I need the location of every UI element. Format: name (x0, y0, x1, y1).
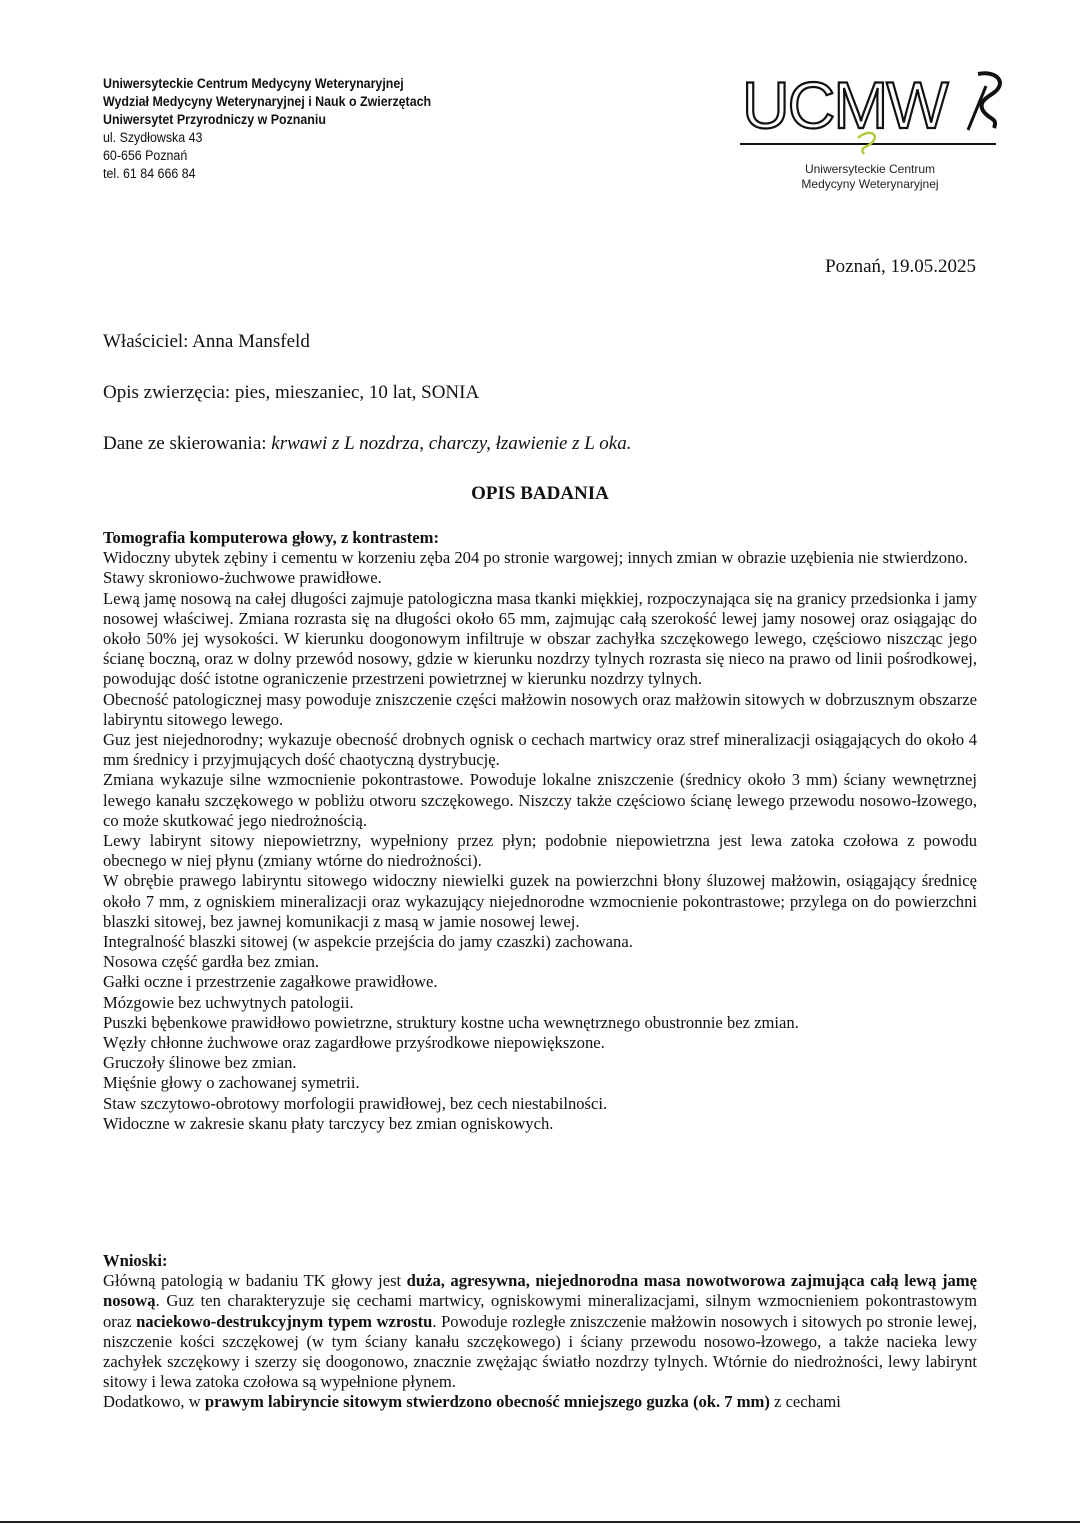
exam-heading: Tomografia komputerowa głowy, z kontrastem: (103, 528, 440, 547)
phone-number: tel. 61 84 666 84 (103, 166, 196, 181)
conclusions-text: Dodatkowo, w (103, 1392, 205, 1412)
referral-value: krwawi z L nozdrza, charczy, łzawienie z L oka. (271, 433, 632, 454)
animal-value: pies, mieszaniec, 10 lat, SONIA (234, 382, 480, 403)
caduceus-icon (968, 73, 1000, 130)
exam-paragraph: Lewy labirynt sitowy niepowietrzny, wypełniony przez płyn; podobnie niepowietrzna jest lewa zatoka czołowa z powodu obecnego w niej płynu (zmiany wtórne do niedrożności). (103, 831, 977, 871)
conclusions-paragraph (103, 1271, 977, 1392)
conclusions-text: z cechami (769, 1392, 841, 1412)
street-address: ul. Szydłowska 43 (103, 130, 203, 145)
exam-paragraph: Widoczny ubytek zębiny i cementu w korzeniu zęba 204 po stronie wargowej; innych zmian w obrazie uzębienia nie stwierdzono. (103, 548, 968, 568)
faculty-name: Wydział Medycyny Weterynaryjnej i Nauk o Zwierzętach (103, 94, 432, 109)
logo-caption-line2: Medycyny Weterynaryjnej (801, 177, 939, 191)
document-date: Poznań, 19.05.2025 (825, 256, 976, 277)
owner-value: Anna Mansfeld (192, 331, 310, 352)
exam-paragraph: W obrębie prawego labiryntu sitowego widoczny niewielki guzek na powierzchni błony śluzowej małżowin, osiągający średnicę około 7 mm, z ogniskiem mineralizacji oraz wykazujący niejednorodne wzmocnienie pokontrastowe; przylega on do powierzchni blaszki sitowej, bez jawnej komunikacji z masą w jamie nosowej lewej. (103, 871, 977, 931)
exam-paragraph: Mózgowie bez uchwytnych patologii. (103, 992, 354, 1012)
owner-line (103, 331, 310, 353)
animal-line (103, 382, 479, 404)
exam-paragraph: Węzły chłonne żuchwowe oraz zagardłowe przyśrodkowe niepowiększone. (103, 1033, 605, 1053)
university-name: Uniwersytet Przyrodniczy w Poznaniu (103, 112, 326, 127)
conclusions-paragraph (103, 1392, 977, 1412)
exam-paragraph: Staw szczytowo-obrotowy morfologii prawidłowej, bez cech niestabilności. (103, 1093, 608, 1113)
exam-paragraph: Mięśnie głowy o zachowanej symetrii. (103, 1073, 360, 1093)
animal-label: Opis zwierzęcia: (103, 382, 231, 403)
conclusions-text: Główną patologią w badaniu TK głowy jest (103, 1271, 407, 1291)
exam-paragraph: Gruczoły ślinowe bez zmian. (103, 1053, 297, 1073)
document-title: OPIS BADANIA (471, 483, 609, 504)
exam-paragraph: Widoczne w zakresie skanu płaty tarczycy bez zmian ogniskowych. (103, 1113, 554, 1133)
exam-paragraph: Puszki bębenkowe prawidłowo powietrzne, struktury kostne ucha wewnętrznego obustronnie bez zmian. (103, 1012, 799, 1032)
conclusions-text: . Guz ten charakteryzuje się cechami martwicy, ogniskowymi mineralizacjami, silnym wzmocnieniem pokontrastowym oraz (103, 1291, 977, 1331)
conclusions-emphasis: duża, agresywna, niejednorodna masa nowotworowa zajmująca całą lewą jamę nosową (103, 1271, 977, 1311)
exam-paragraph: Integralność blaszki sitowej (w aspekcie przejścia do jamy czaszki) zachowana. (103, 932, 633, 952)
exam-paragraph: Gałki oczne i przestrzenie zagałkowe prawidłowe. (103, 972, 438, 992)
owner-label: Właściciel: (103, 331, 189, 352)
exam-section (103, 528, 977, 1134)
referral-line (103, 433, 631, 455)
page-bottom-rule (0, 1521, 1080, 1523)
postal-city: 60-656 Poznań (103, 148, 188, 163)
exam-paragraph: Stawy skroniowo-żuchwowe prawidłowe. (103, 568, 382, 588)
conclusions-section (103, 1251, 977, 1413)
conclusions-emphasis: naciekowo-destrukcyjnym typem wzrostu (136, 1311, 433, 1331)
conclusions-emphasis: prawym labiryncie sitowym stwierdzono obecność mniejszego guzka (ok. 7 mm) (204, 1392, 770, 1412)
institution-address (103, 75, 581, 183)
logo-caption (770, 162, 970, 192)
referral-label: Dane ze skierowania: (103, 433, 267, 454)
logo-wordmark: UCMW (742, 68, 947, 142)
institution-name: Uniwersyteckie Centrum Medycyny Weterynaryjnej (103, 76, 404, 91)
exam-paragraph: Obecność patologicznej masy powoduje zniszczenie części małżowin nosowych oraz małżowin sitowych w dobrzusznym obszarze labiryntu sitowego lewego. (103, 689, 977, 729)
exam-paragraph: Zmiana wykazuje silne wzmocnienie pokontrastowe. Powoduje lokalne zniszczenie (średnicy około 3 mm) ściany wewnętrznej lewego kanału szczękowego w pobliżu otworu szczękowego. Niszczy także częściowo ścianę lewego przewodu nosowo-łzowego, co może skutkować jego niedrożnością. (103, 770, 977, 830)
exam-paragraph: Lewą jamę nosową na całej długości zajmuje patologiczna masa tkanki miękkiej, rozpoczynająca się na granicy przedsionka i jamy nosowej właściwej. Zmiana rozrasta się na długości około 65 mm, zajmując całą szerokość lewej jamy nosowej oraz osiągając do około 50% jej wysokości. W kierunku doogonowym infiltruje w obszar zachyłka szczękowego lewego, częściowo niszcząc jego ścianę boczną, oraz w dolny przewód nosowy, gdzie w kierunku nozdrzy tylnych rozrasta się nieco na prawo od linii pośrodkowej, powodując dość istotne ograniczenie przestrzeni powietrznej w kierunku nozdrzy tylnych. (103, 588, 977, 689)
conclusions-heading: Wnioski: (103, 1251, 168, 1270)
conclusions-text: . Powoduje rozległe zniszczenie małżowin nosowych i sitowych po stronie lewej, niszczenie kości szczękowej (w tym ściany kanału szczękowego) i ściany przewodu nosowo-łzowego, a także nacieka lewy zachyłek szczękowy i szerzy się doogonowo, znacznie zwężając światło nozdrzy tylnych. Wtórnie do niedrożności, lewy labirynt sitowy i lewa zatoka czołowa są wypełnione płynem. (103, 1311, 978, 1392)
exam-paragraph: Nosowa część gardła bez zmian. (103, 952, 320, 972)
exam-paragraph: Guz jest niejednorodny; wykazuje obecność drobnych ognisk o cechach martwicy oraz stref mineralizacji osiągających do około 4 mm średnicy i przyjmujących dość chaotyczną dystrybucję. (103, 730, 977, 770)
logo-caption-line1: Uniwersyteckie Centrum (804, 162, 936, 176)
